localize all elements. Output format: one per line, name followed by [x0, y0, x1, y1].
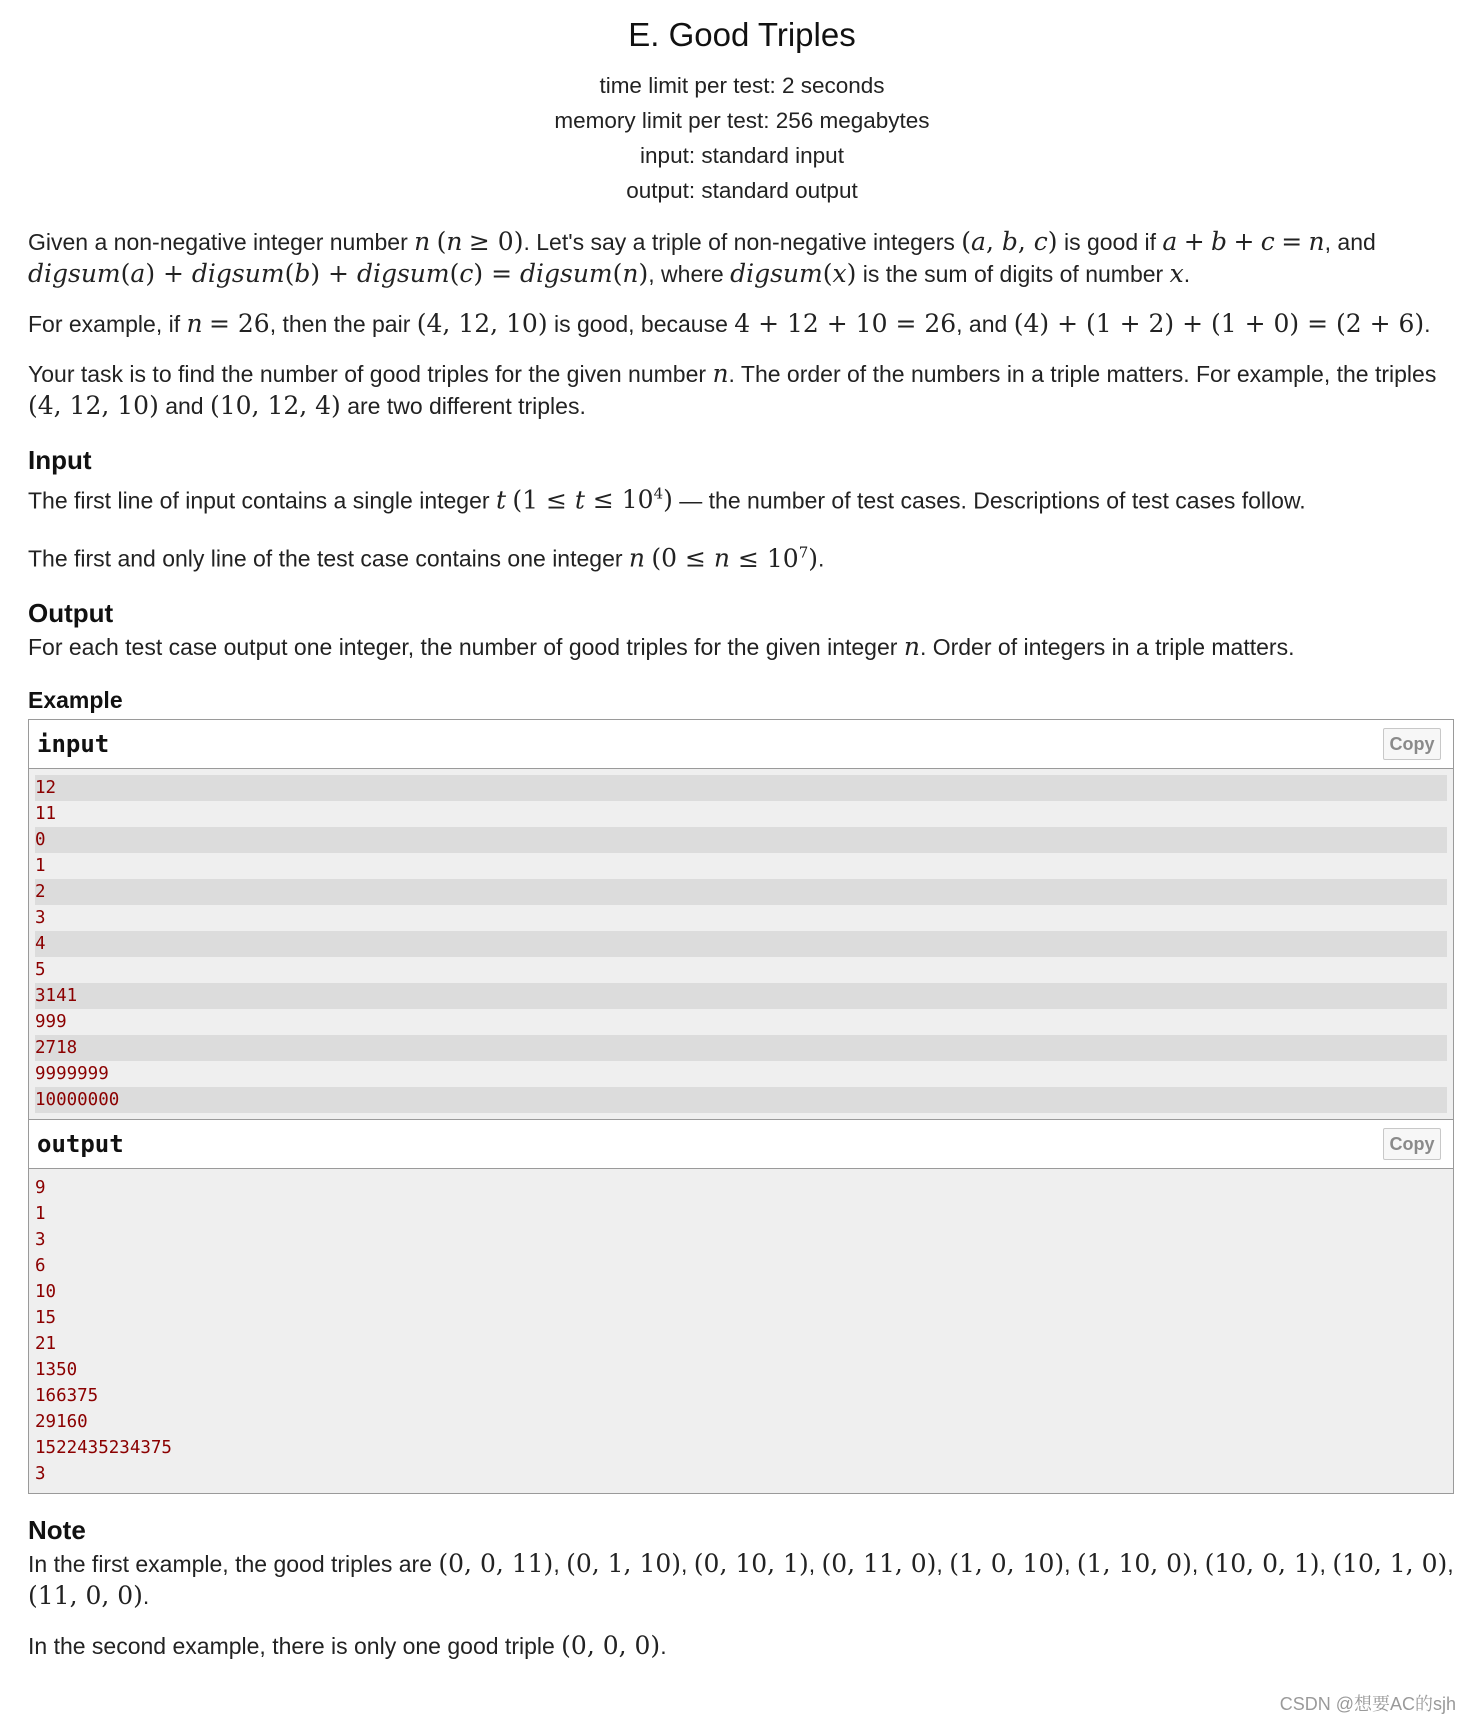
io-line: 1350 — [35, 1359, 78, 1380]
time-limit: time limit per test: 2 seconds — [599, 73, 885, 98]
example-input-box — [28, 719, 1454, 1120]
io-line: 6 — [35, 1255, 46, 1276]
problem-title: E. Good Triples — [628, 16, 856, 53]
io-line: 15 — [35, 1307, 57, 1328]
io-line: 3141 — [35, 983, 1447, 1009]
problem-statement — [28, 0, 1456, 1662]
example-input-header — [29, 720, 1453, 769]
example-title: Example — [28, 686, 123, 713]
io-line: 29160 — [35, 1411, 88, 1432]
input-paragraph-2: The first and only line of the test case contains one integer n $(0 \le n \le 10^7)$. — [28, 543, 825, 573]
io-line: 3 — [35, 1229, 46, 1250]
io-line: 2718 — [35, 1035, 1447, 1061]
input-type: input: standard input — [640, 143, 844, 168]
io-line: 999 — [35, 1011, 67, 1032]
problem-limits — [28, 68, 1456, 208]
example-output-label: output — [37, 1129, 124, 1158]
io-line: 21 — [35, 1333, 57, 1354]
io-line: 166375 — [35, 1385, 99, 1406]
example-output-content[interactable] — [29, 1169, 1453, 1493]
note-paragraph-2: In the second example, there is only one good triple (0, 0, 0). — [28, 1630, 667, 1660]
io-line: 2 — [35, 879, 1447, 905]
io-line: 4 — [35, 931, 1447, 957]
io-line: 3 — [35, 1463, 46, 1484]
copy-input-button[interactable]: Copy — [1383, 728, 1441, 760]
io-line: 5 — [35, 959, 46, 980]
io-line: 10 — [35, 1281, 57, 1302]
watermark: CSDN @想要AC的sjh — [1279, 1694, 1456, 1714]
io-line: 3 — [35, 907, 46, 928]
io-line: 0 — [35, 827, 1447, 853]
io-line: 9 — [35, 1177, 46, 1198]
io-line: 11 — [35, 803, 57, 824]
example-output-box — [28, 1120, 1454, 1494]
input-section-title: Input — [28, 445, 92, 475]
io-line: 1 — [35, 1203, 46, 1224]
example-input-content[interactable] — [29, 769, 1453, 1119]
note-section-title: Note — [28, 1514, 86, 1545]
output-paragraph-1: For each test case output one integer, the number of good triples for the given integer n. Order of integers in a triple matters. — [28, 631, 1295, 661]
io-line: 10000000 — [35, 1087, 1447, 1113]
output-section-title: Output — [28, 597, 114, 628]
statement-paragraph-1: Given a non-negative integer number n (n ≥ 0). Let's say a triple of non-negative integers (a, b, c) is good if a + b + c = n, and digsum(a) + digsum(b) + digsum(c) = digsum(n), where digsum(x) is the sum of digits of number x. — [28, 227, 1376, 288]
example-output-header — [29, 1120, 1453, 1169]
io-line: 1 — [35, 855, 46, 876]
output-type: output: standard output — [626, 178, 858, 203]
statement-paragraph-2: For example, if n = 26, then the pair (4, 12, 10) is good, because 4 + 12 + 10 = 26, and (4) + (1 + 2) + (1 + 0) = (2 + 6). — [28, 309, 1431, 338]
io-line: 1522435234375 — [35, 1437, 172, 1458]
input-paragraph-1: The first line of input contains a single integer t $(1 \le t \le 10^4)$ — the number of test cases. Descriptions of test cases follow. — [28, 485, 1306, 515]
statement-paragraph-3: Your task is to find the number of good triples for the given number n. The order of the numbers in a triple matters. For example, the triples (4, 12, 10) and (10, 12, 4) are two different triples. — [28, 359, 1437, 420]
copy-output-button[interactable]: Copy — [1383, 1128, 1441, 1160]
note-paragraph-1: In the first example, the good triples are (0, 0, 11), (0, 1, 10), (0, 10, 1), (0, 11, 0), (1, 0, 10), (1, 10, 0), (10, 0, 1), (10, 1, 0), (11, 0, 0). — [28, 1548, 1454, 1610]
memory-limit: memory limit per test: 256 megabytes — [554, 108, 930, 133]
io-line: 9999999 — [35, 1063, 109, 1084]
io-line: 12 — [35, 775, 1447, 801]
example-input-label: input — [37, 729, 110, 758]
